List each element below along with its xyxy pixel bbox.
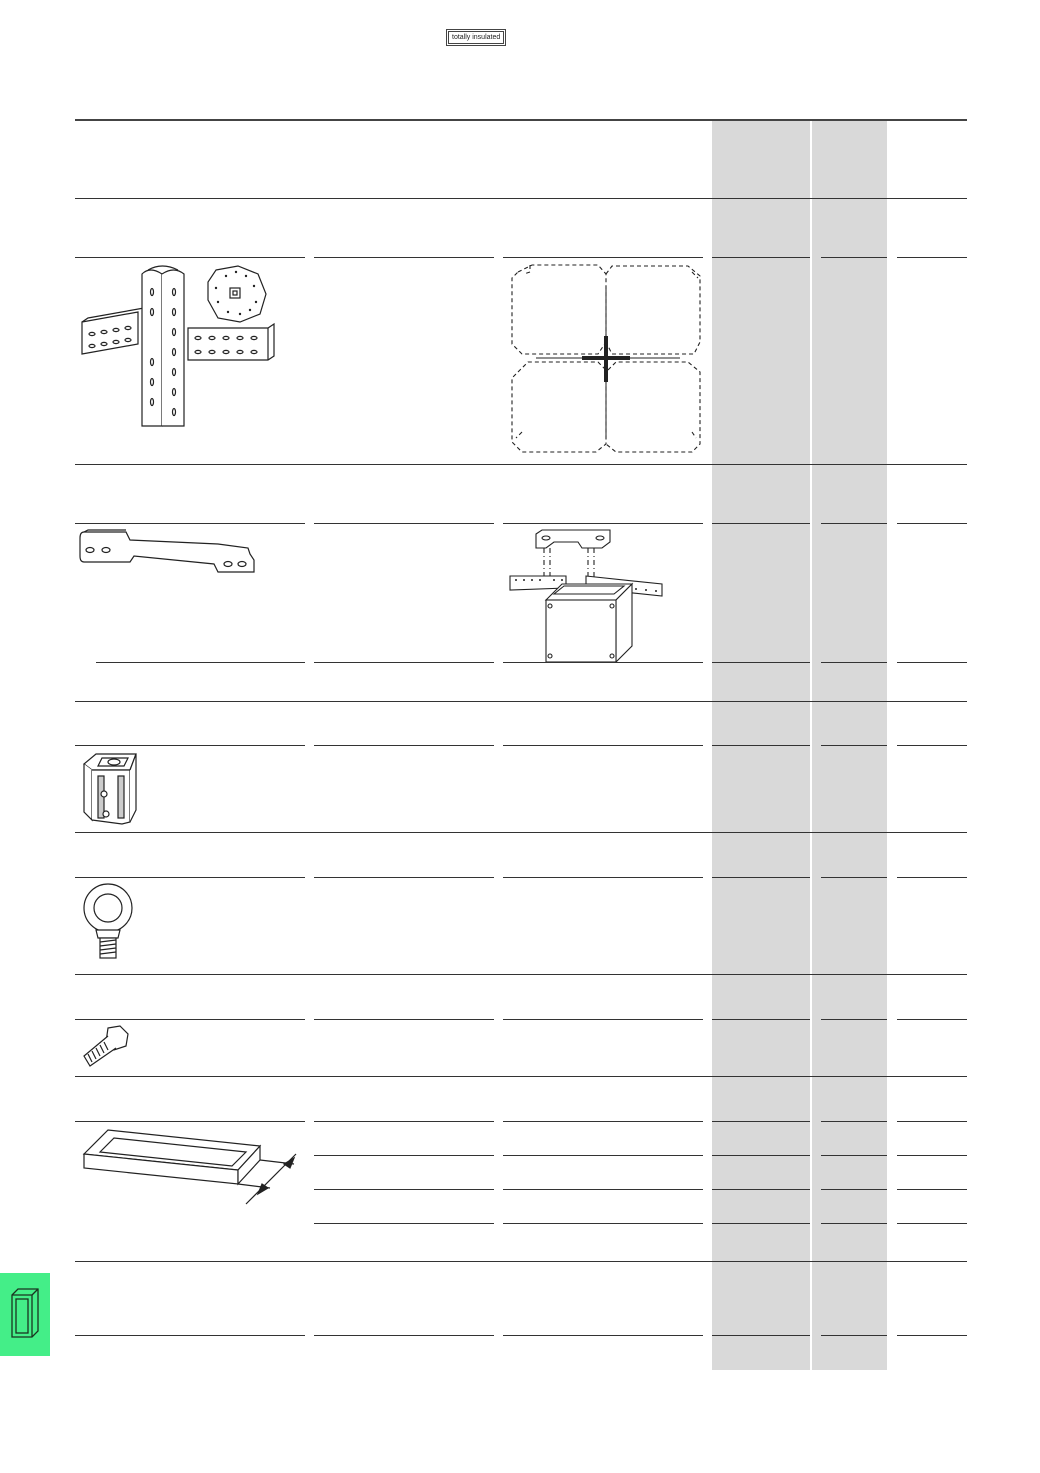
- segment-rule: [503, 1155, 703, 1156]
- segment-rule: [314, 662, 494, 663]
- segment-rule: [314, 1019, 494, 1020]
- segment-rule: [503, 1223, 703, 1224]
- mounting-bracket-icon: [78, 528, 278, 578]
- segment-rule: [897, 1335, 967, 1336]
- segment-rule: [897, 257, 967, 258]
- segment-rule: [503, 1121, 703, 1122]
- sliding-nut-icon: [78, 750, 142, 828]
- segment-rule: [314, 877, 494, 878]
- table-rule: [75, 701, 967, 702]
- segment-rule: [712, 877, 810, 878]
- segment-rule: [821, 523, 887, 524]
- table-rule: [75, 974, 967, 975]
- segment-rule: [821, 745, 887, 746]
- segment-rule: [821, 877, 887, 878]
- segment-rule: [897, 662, 967, 663]
- segment-rule: [712, 257, 810, 258]
- enclosure-icon: [8, 1285, 42, 1341]
- segment-rule: [712, 1019, 810, 1020]
- hex-bolt-icon: [78, 1024, 134, 1072]
- mounting-rail-cross-icon: [78, 262, 278, 432]
- segment-rule: [314, 1223, 494, 1224]
- segment-rule: [75, 523, 305, 524]
- segment-rule: [712, 523, 810, 524]
- segment-rule: [503, 662, 703, 663]
- table-rule: [75, 464, 967, 465]
- segment-rule: [712, 745, 810, 746]
- frame-gasket-icon: [80, 1124, 304, 1208]
- segment-rule: [314, 1189, 494, 1190]
- segment-rule: [897, 523, 967, 524]
- segment-rule: [75, 745, 305, 746]
- segment-rule: [75, 1121, 305, 1122]
- segment-rule: [712, 1223, 810, 1224]
- segment-rule: [503, 257, 703, 258]
- segment-rule: [897, 1223, 967, 1224]
- header-bottom-rule: [75, 198, 967, 199]
- segment-rule: [75, 1335, 305, 1336]
- bracket-mounting-diagram-icon: [506, 528, 706, 662]
- segment-rule: [314, 745, 494, 746]
- segment-rule: [821, 1121, 887, 1122]
- segment-rule: [897, 745, 967, 746]
- header-top-rule: [75, 119, 967, 121]
- eyebolt-icon: [78, 882, 138, 962]
- segment-rule: [503, 1189, 703, 1190]
- segment-rule: [503, 877, 703, 878]
- segment-rule: [897, 1019, 967, 1020]
- segment-rule: [75, 257, 305, 258]
- segment-rule: [314, 257, 494, 258]
- segment-rule: [712, 1121, 810, 1122]
- segment-rule: [75, 1019, 305, 1020]
- table-rule: [75, 832, 967, 833]
- totally-insulated-badge: totally insulated: [448, 31, 504, 44]
- mounting-layout-diagram-icon: [508, 262, 708, 460]
- segment-rule: [712, 1335, 810, 1336]
- table-rule: [75, 1076, 967, 1077]
- segment-rule: [75, 877, 305, 878]
- segment-rule: [821, 662, 887, 663]
- segment-rule: [503, 745, 703, 746]
- segment-rule: [314, 1155, 494, 1156]
- side-tab: [0, 1273, 50, 1356]
- segment-rule: [897, 1155, 967, 1156]
- segment-rule: [821, 1335, 887, 1336]
- segment-rule: [712, 1189, 810, 1190]
- segment-rule: [503, 523, 703, 524]
- segment-rule: [712, 1155, 810, 1156]
- segment-rule: [314, 1335, 494, 1336]
- segment-rule: [821, 1223, 887, 1224]
- segment-rule: [821, 1019, 887, 1020]
- segment-rule: [314, 1121, 494, 1122]
- segment-rule: [897, 877, 967, 878]
- segment-rule: [503, 1335, 703, 1336]
- table-rule: [75, 1261, 967, 1262]
- segment-rule: [897, 1189, 967, 1190]
- segment-rule: [503, 1019, 703, 1020]
- segment-rule: [821, 1155, 887, 1156]
- segment-rule: [314, 523, 494, 524]
- segment-rule: [821, 1189, 887, 1190]
- segment-rule: [712, 662, 810, 663]
- segment-rule: [821, 257, 887, 258]
- segment-rule: [96, 662, 305, 663]
- segment-rule: [897, 1121, 967, 1122]
